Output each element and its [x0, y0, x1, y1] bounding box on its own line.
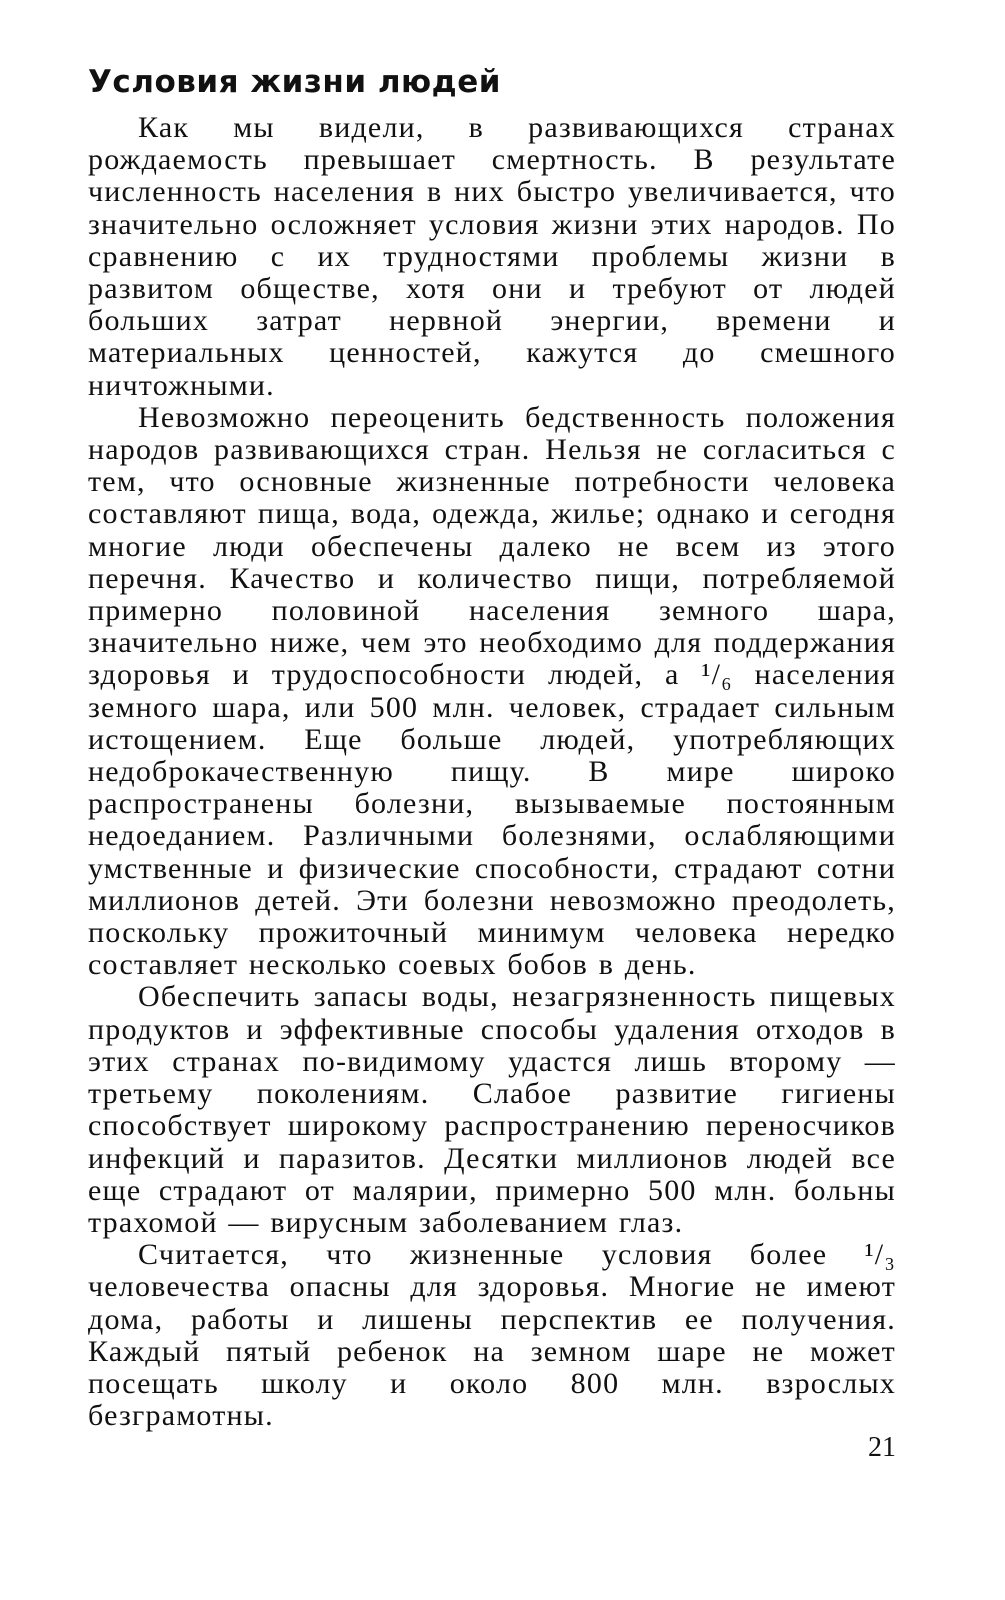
page-number: 21: [868, 1432, 896, 1463]
paragraph-2: Невозможно переоценить бедственность положения народов развивающихся стран. Нельзя не согласиться с тем, что основные жизненные потребности человека составляют пища, вода, одежда, жилье; однако и сегодня многие люди обеспечены далеко не всем из этого перечня. Качество и количество пищи, потребляемой примерно половиной населения земного шара, значительно ниже, чем это необходимо для поддержания здоровья и трудоспособности людей, а ¹/₆ населения земного шара, или 500 млн. человек, страдает сильным истощением. Еще больше людей, употребляющих недоброкачественную пищу. В мире широко распространены болезни, вызываемые постоянным недоеданием. Различными болезнями, ослабляющими умственные и физические способности, страдают сотни миллионов детей. Эти болезни невозможно преодолеть, поскольку прожиточный минимум человека нередко составляет несколько соевых бобов в день.: [88, 400, 896, 982]
section-heading: Условия жизни людей: [88, 64, 501, 100]
paragraph-3: Обеспечить запасы воды, незагрязненность пищевых продуктов и эффективные способы удаления отходов в этих странах по-видимому удастся лишь второму — третьему поколениям. Слабое развитие гигиены способствует широкому распространению переносчиков инфекций и паразитов. Десятки миллионов людей все еще страдают от малярии, примерно 500 млн. больны трахомой — вирусным заболеванием глаз.: [88, 980, 896, 1239]
paragraph-4: Считается, что жизненные условия более ¹/₃ человечества опасны для здоровья. Многие не имеют дома, работы и лишены перспектив ее получения. Каждый пятый ребенок на земном шаре не может посещать школу и около 800 млн. взрослых безграмотны.: [88, 1238, 896, 1433]
page-content: [88, 60, 896, 1432]
paragraph-1: Как мы видели, в развивающихся странах рождаемость превышает смертность. В результате численность населения в них быстро увеличивается, что значительно осложняет условия жизни этих народов. По сравнению с их трудностями проблемы жизни в развитом обществе, хотя они и требуют от людей больших затрат нервной энергии, времени и материальных ценностей, кажутся до смешного ничтожными.: [88, 111, 896, 402]
